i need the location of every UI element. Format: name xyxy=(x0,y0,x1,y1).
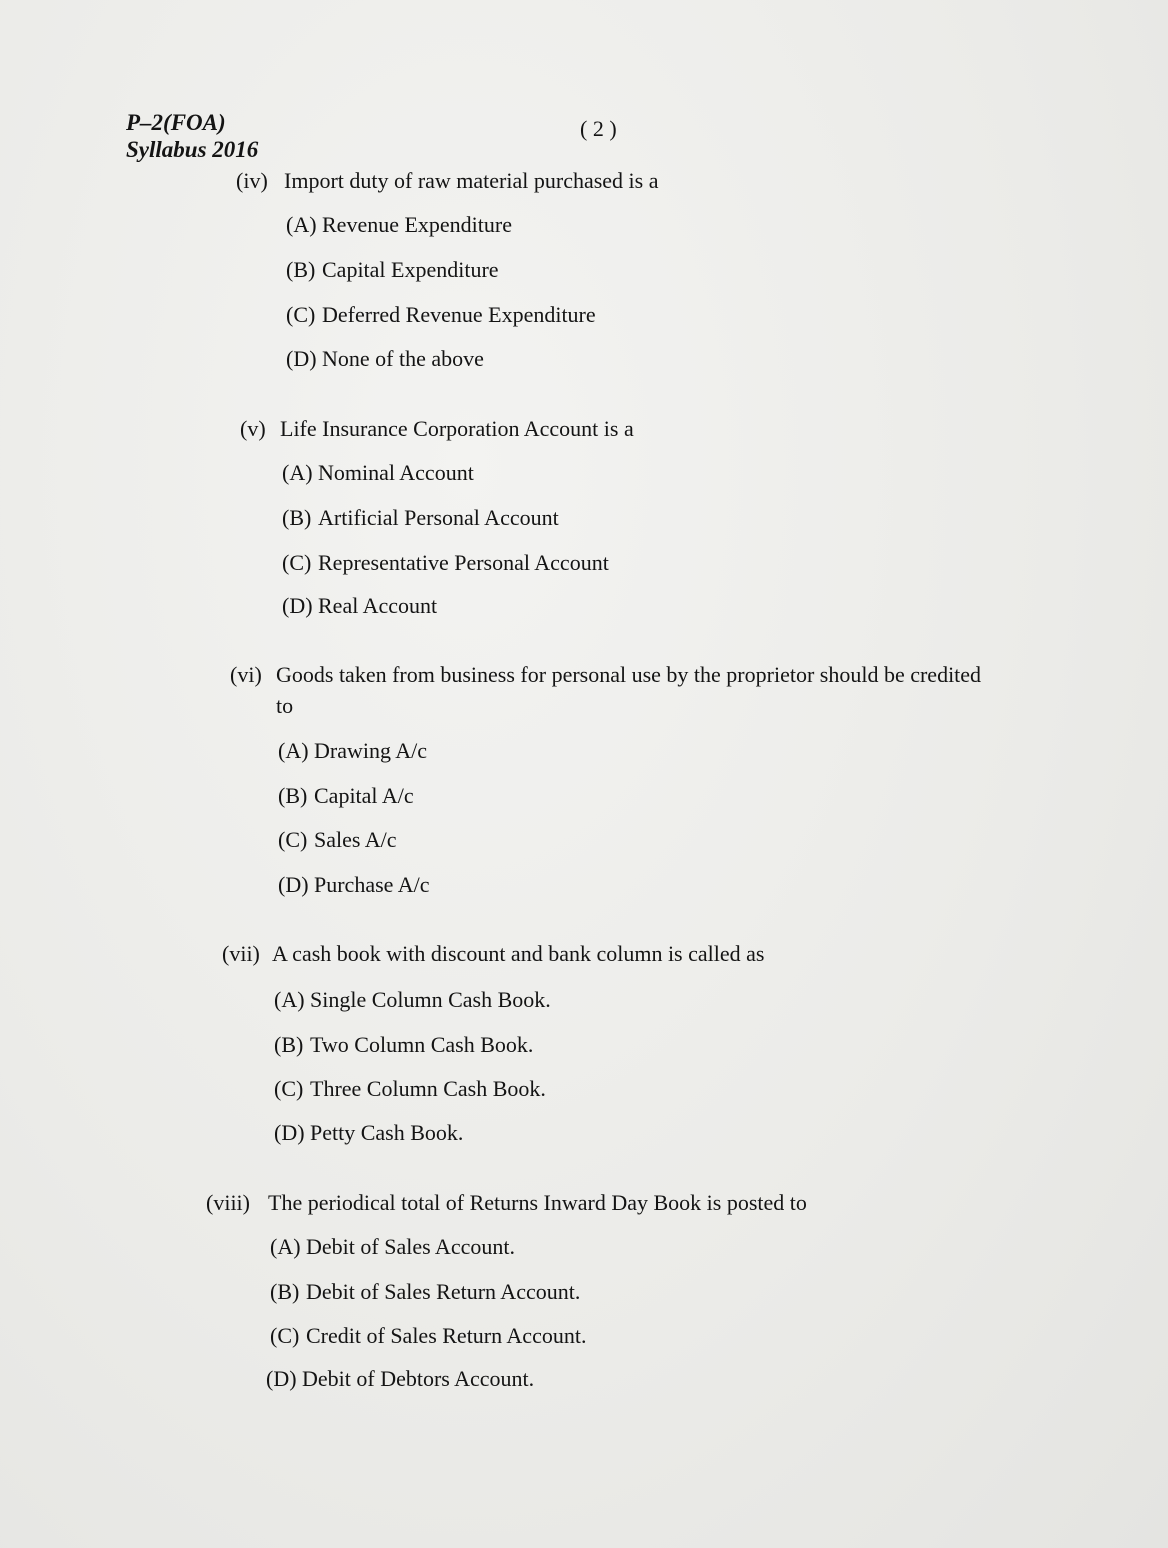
option-v-c xyxy=(282,548,609,578)
option-vi-a xyxy=(278,736,427,766)
option-vii-d xyxy=(274,1118,463,1148)
option-v-a xyxy=(282,458,474,488)
option-label: (B) xyxy=(274,1032,304,1057)
option-text: Real Account xyxy=(318,593,438,618)
syllabus-label: Syllabus 2016 xyxy=(126,137,259,162)
question-number: (v) xyxy=(240,416,266,441)
option-text: Sales A/c xyxy=(314,827,397,852)
option-text: Debit of Sales Account. xyxy=(306,1234,515,1259)
option-v-d xyxy=(282,591,437,621)
option-vi-b xyxy=(278,781,414,811)
option-label: (A) xyxy=(274,987,305,1012)
question-number: (iv) xyxy=(236,168,268,193)
option-text: Deferred Revenue Expenditure xyxy=(322,302,596,327)
option-label: (D) xyxy=(274,1120,305,1145)
option-iv-c xyxy=(286,300,596,330)
option-iv-d xyxy=(286,344,484,374)
option-label: (C) xyxy=(282,550,312,575)
option-text: Two Column Cash Book. xyxy=(310,1032,534,1057)
question-text: Import duty of raw material purchased is a xyxy=(284,168,659,193)
option-text: Credit of Sales Return Account. xyxy=(306,1323,587,1348)
option-text: Capital Expenditure xyxy=(322,257,499,282)
question-number: (viii) xyxy=(206,1190,250,1215)
option-label: (A) xyxy=(282,460,313,485)
option-text: Drawing A/c xyxy=(314,738,428,763)
question-iv xyxy=(236,166,658,196)
option-text: Nominal Account xyxy=(318,460,474,485)
option-label: (B) xyxy=(270,1279,300,1304)
question-text: Life Insurance Corporation Account is a xyxy=(280,416,634,441)
option-text: Artificial Personal Account xyxy=(318,505,559,530)
option-label: (D) xyxy=(266,1366,297,1391)
option-label: (D) xyxy=(282,593,313,618)
option-text: Three Column Cash Book. xyxy=(310,1076,546,1101)
option-vi-c xyxy=(278,825,397,855)
option-label: (C) xyxy=(278,827,308,852)
option-text: Capital A/c xyxy=(314,783,414,808)
option-vii-a xyxy=(274,985,551,1015)
option-vii-c xyxy=(274,1074,546,1104)
option-label: (D) xyxy=(286,346,317,371)
option-v-b xyxy=(282,503,559,533)
page-number: ( 2 ) xyxy=(580,116,617,141)
question-viii xyxy=(206,1188,807,1218)
option-label: (B) xyxy=(286,257,316,282)
option-label: (B) xyxy=(282,505,312,530)
option-label: (A) xyxy=(278,738,309,763)
paper-code: P–2(FOA) xyxy=(126,110,226,135)
question-vi-continuation: to xyxy=(276,693,294,718)
question-number: (vii) xyxy=(222,941,260,966)
option-label: (B) xyxy=(278,783,308,808)
question-v xyxy=(240,414,634,444)
option-text: Purchase A/c xyxy=(314,872,430,897)
option-iv-b xyxy=(286,255,499,285)
question-text: A cash book with discount and bank column is called as xyxy=(272,941,765,966)
question-vii xyxy=(222,939,764,969)
option-text: Representative Personal Account xyxy=(318,550,609,575)
option-vi-d xyxy=(278,870,429,900)
option-viii-d xyxy=(266,1364,534,1394)
option-label: (C) xyxy=(274,1076,304,1101)
option-vii-b xyxy=(274,1030,533,1060)
option-viii-b xyxy=(270,1277,580,1307)
option-label: (D) xyxy=(278,872,309,897)
option-label: (C) xyxy=(270,1323,300,1348)
option-text: Petty Cash Book. xyxy=(310,1120,464,1145)
option-text: Debit of Debtors Account. xyxy=(302,1366,535,1391)
question-number: (vi) xyxy=(230,662,262,687)
option-text: None of the above xyxy=(322,346,484,371)
question-text: The periodical total of Returns Inward Day Book is posted to xyxy=(268,1190,807,1215)
option-iv-a xyxy=(286,210,512,240)
question-text: Goods taken from business for personal use by the proprietor should be credited xyxy=(276,662,982,687)
option-viii-a xyxy=(270,1232,515,1262)
option-viii-c xyxy=(270,1321,586,1351)
option-text: Debit of Sales Return Account. xyxy=(306,1279,581,1304)
option-text: Single Column Cash Book. xyxy=(310,987,551,1012)
option-label: (A) xyxy=(270,1234,301,1259)
option-label: (A) xyxy=(286,212,317,237)
option-label: (C) xyxy=(286,302,316,327)
option-text: Revenue Expenditure xyxy=(322,212,512,237)
question-vi xyxy=(230,660,981,690)
